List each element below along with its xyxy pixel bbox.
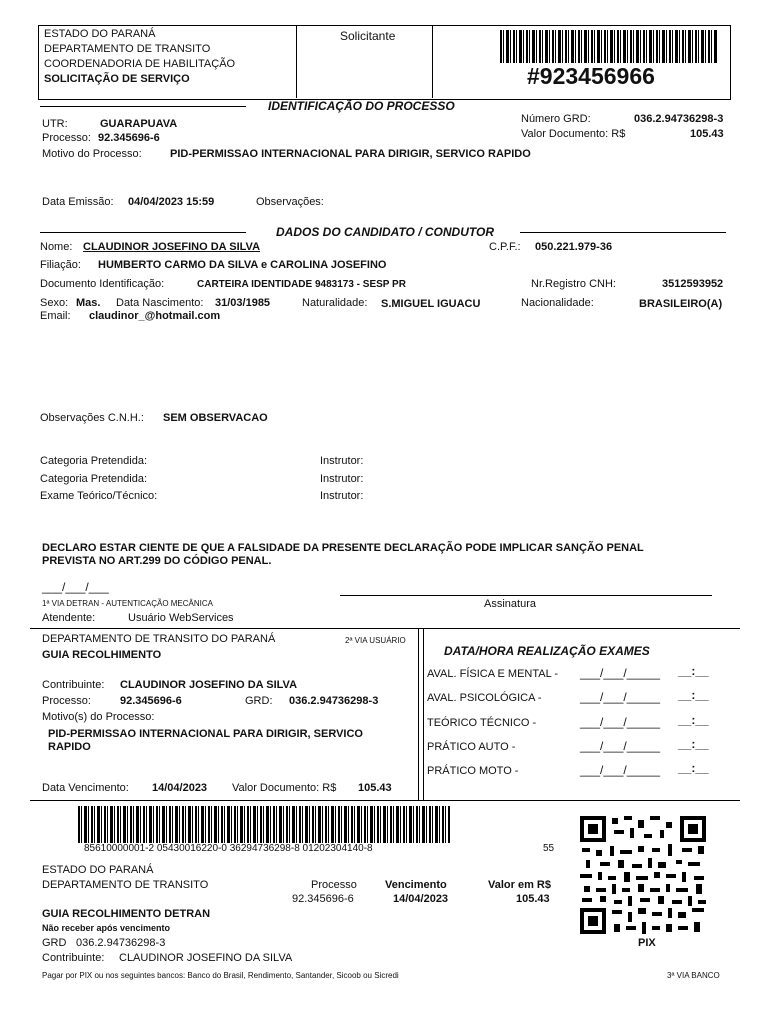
header-barcode: [500, 30, 718, 63]
atendente-value: Usuário WebServices: [128, 612, 234, 624]
naturalidade-label: Naturalidade:: [302, 297, 368, 309]
guia-divider-2: [423, 628, 424, 800]
header-doc-title: SOLICITAÇÃO DE SERVIÇO: [44, 73, 190, 85]
bank-footer: Pagar por PIX ou nos seguintes bancos: Banco do Brasil, Rendimento, Santander, Sicoob ou Sicredi: [42, 971, 399, 980]
pix-qr-code: [578, 814, 708, 936]
atendente-label: Atendente:: [42, 612, 96, 624]
grd-label: Número GRD:: [521, 113, 591, 125]
candidate-section-rule-left: [40, 232, 246, 233]
guia-processo-value: 92.345696-6: [120, 695, 182, 707]
process-section-rule-left: [40, 106, 246, 107]
bank-processo-value: 92.345696-6: [292, 893, 354, 905]
bank-contrib-label: Contribuinte:: [42, 952, 105, 964]
guia-divider: [418, 628, 419, 800]
guia-motivo-label: Motivo(s) do Processo:: [42, 711, 155, 723]
bank-barcode-digits: 85610000001-2 05430016220-0 36294736298-8 01202304140-8: [84, 843, 373, 854]
header-divider-1: [296, 25, 297, 98]
header-org-line-2: DEPARTAMENTO DE TRANSITO: [44, 43, 211, 55]
nome-value: CLAUDINOR JOSEFINO DA SILVA: [83, 241, 261, 253]
docid-label: Documento Identificação:: [40, 278, 165, 290]
guia-grd-label: GRD:: [245, 695, 273, 707]
exam-item-2: AVAL. PSICOLÓGICA -: [427, 692, 542, 704]
exam-time-4: __:__: [678, 737, 709, 751]
guia-via2: 2ª VIA USUÁRIO: [345, 636, 406, 645]
declaration-line-2: PREVISTA NO ART.299 DO CÓDIGO PENAL.: [42, 555, 272, 567]
utr-label: UTR:: [42, 118, 68, 130]
filiacao-label: Filiação:: [40, 259, 81, 271]
candidate-section-title: DADOS DO CANDIDATO / CONDUTOR: [276, 225, 495, 239]
guia-grd-value: 036.2.94736298-3: [289, 695, 379, 707]
header-divider-2: [432, 25, 433, 98]
guia-venc-label: Data Vencimento:: [42, 782, 129, 794]
exam-item-3: TEÓRICO TÉCNICO -: [427, 717, 537, 729]
bank-valor-value: 105.43: [516, 893, 550, 905]
bank-code-suffix: 55: [543, 843, 555, 854]
guia-motivo-line-1: PID-PERMISSAO INTERNACIONAL PARA DIRIGIR, SERVICO: [48, 728, 363, 740]
bank-valor-label: Valor em R$: [488, 879, 551, 891]
sexo-value: Mas.: [76, 297, 101, 309]
emissao-label: Data Emissão:: [42, 196, 114, 208]
bank-barcode: [78, 806, 450, 843]
valor-label: Valor Documento: R$: [521, 128, 626, 140]
emissao-value: 04/04/2023 15:59: [128, 196, 215, 208]
categoria-1-label: Categoria Pretendida:: [40, 455, 148, 467]
exam-item-4: PRÁTICO AUTO -: [427, 741, 516, 753]
categoria-2-label: Categoria Pretendida:: [40, 473, 148, 485]
nasc-label: Data Nascimento:: [116, 297, 204, 309]
instrutor-2-label: Instrutor:: [320, 473, 364, 485]
bank-org-1: ESTADO DO PARANÁ: [42, 864, 154, 876]
obs-cnh-label: Observações C.N.H.:: [40, 412, 144, 424]
exam-time-2: __:__: [678, 688, 709, 702]
email-label: Email:: [40, 310, 71, 322]
exam-date-4: ___/___/_____: [580, 739, 661, 753]
exam-item-1: AVAL. FÍSICA E MENTAL -: [427, 668, 559, 680]
nacionalidade-value: BRASILEIRO(A): [639, 298, 723, 310]
observacoes-label: Observações:: [256, 196, 324, 208]
guia-processo-label: Processo:: [42, 695, 91, 707]
cnh-value: 3512593952: [662, 278, 724, 290]
exams-title: DATA/HORA REALIZAÇÃO EXAMES: [444, 644, 650, 658]
motivo-value: PID-PERMISSAO INTERNACIONAL PARA DIRIGIR, SERVICO RAPIDO: [170, 148, 531, 160]
pix-label: PIX: [638, 937, 656, 949]
guia-dept: DEPARTAMENTO DE TRANSITO DO PARANÁ: [42, 633, 276, 645]
cpf-label: C.P.F.:: [489, 241, 521, 253]
email-value: claudinor_@hotmail.com: [89, 310, 221, 322]
bank-org-2: DEPARTAMENTO DE TRANSITO: [42, 879, 209, 891]
nasc-value: 31/03/1985: [215, 297, 271, 309]
cnh-label: Nr.Registro CNH:: [531, 278, 616, 290]
naturalidade-value: S.MIGUEL IGUACU: [381, 298, 481, 310]
bank-contrib-value: CLAUDINOR JOSEFINO DA SILVA: [119, 952, 293, 964]
instrutor-3-label: Instrutor:: [320, 490, 364, 502]
header-org-line-3: COORDENADORIA DE HABILITAÇÃO: [44, 58, 236, 70]
exam-time-1: __:__: [678, 664, 709, 678]
exam-date-1: ___/___/_____: [580, 666, 661, 680]
declaration-line-1: DECLARO ESTAR CIENTE DE QUE A FALSIDADE DA PRESENTE DECLARAÇÃO PODE IMPLICAR SANÇÃO PENAL: [42, 542, 644, 554]
guia-contribuinte-label: Contribuinte:: [42, 679, 105, 691]
exam-item-5: PRÁTICO MOTO -: [427, 765, 519, 777]
docid-value: CARTEIRA IDENTIDADE 9483173 - SESP PR: [197, 279, 406, 290]
processo-label: Processo:: [42, 132, 91, 144]
nome-label: Nome:: [40, 241, 73, 253]
solicitante-label: Solicitante: [340, 29, 396, 43]
obs-cnh-value: SEM OBSERVACAO: [163, 412, 268, 424]
bank-warning: Não receber após vencimento: [42, 923, 171, 933]
guia-valor-value: 105.43: [358, 782, 392, 794]
processo-value: 92.345696-6: [98, 132, 160, 144]
utr-value: GUARAPUAVA: [100, 118, 178, 130]
declaration-date-blank: ___/___/___: [42, 580, 109, 594]
assinatura-label: Assinatura: [484, 598, 536, 610]
via1-label: 1ª VIA DETRAN - AUTENTICAÇÃO MECÂNICA: [42, 599, 213, 608]
guia-top-rule: [30, 628, 740, 629]
valor-value: 105.43: [690, 128, 724, 140]
guia-bottom-rule: [30, 800, 740, 801]
motivo-label: Motivo do Processo:: [42, 148, 142, 160]
signature-line: [340, 595, 712, 596]
exame-label: Exame Teórico/Técnico:: [40, 490, 158, 502]
grd-value: 036.2.94736298-3: [634, 113, 724, 125]
bank-title: GUIA RECOLHIMENTO DETRAN: [42, 908, 211, 920]
header-org-line-1: ESTADO DO PARANÁ: [44, 28, 156, 40]
guia-title: GUIA RECOLHIMENTO: [42, 649, 162, 661]
bank-venc-label: Vencimento: [385, 879, 447, 891]
candidate-section-rule-right: [520, 232, 726, 233]
bank-grd-label: GRD: [42, 937, 67, 949]
instrutor-1-label: Instrutor:: [320, 455, 364, 467]
guia-contribuinte-value: CLAUDINOR JOSEFINO DA SILVA: [120, 679, 298, 691]
guia-valor-label: Valor Documento: R$: [232, 782, 337, 794]
bank-processo-label: Processo: [311, 879, 357, 891]
sexo-label: Sexo:: [40, 297, 69, 309]
bank-via3: 3ª VIA BANCO: [667, 971, 720, 980]
guia-motivo-line-2: RAPIDO: [48, 741, 91, 753]
nacionalidade-label: Nacionalidade:: [521, 297, 594, 309]
process-section-title: IDENTIFICAÇÃO DO PROCESSO: [268, 99, 455, 113]
process-code: #923456966: [527, 63, 655, 89]
bank-venc-value: 14/04/2023: [393, 893, 449, 905]
exam-date-2: ___/___/_____: [580, 690, 661, 704]
guia-venc-value: 14/04/2023: [152, 782, 208, 794]
cpf-value: 050.221.979-36: [535, 241, 613, 253]
bank-grd-value: 036.2.94736298-3: [76, 937, 166, 949]
exam-date-3: ___/___/_____: [580, 715, 661, 729]
filiacao-value: HUMBERTO CARMO DA SILVA e CAROLINA JOSEFINO: [98, 259, 387, 271]
exam-time-3: __:__: [678, 713, 709, 727]
exam-time-5: __:__: [678, 761, 709, 775]
exam-date-5: ___/___/_____: [580, 763, 661, 777]
